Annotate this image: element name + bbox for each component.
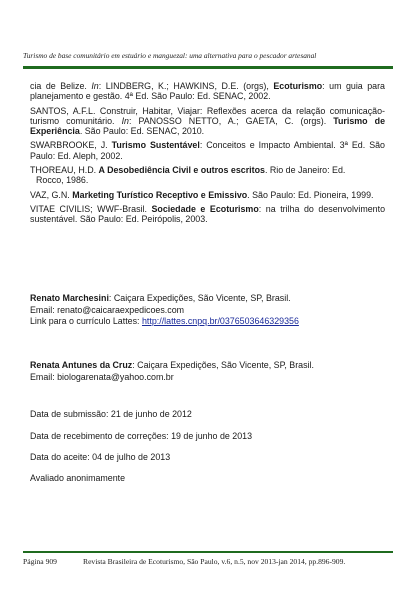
submission-date: Data de submissão: 21 de junho de 2012 [30, 409, 192, 419]
ref-title: Sociedade e Ecoturismo [151, 203, 259, 214]
reference-item [30, 140, 385, 161]
lattes-label: Link para o currículo Lattes: [30, 316, 142, 327]
ref-text: . São Paulo: Ed. Pioneira, 1999. [247, 189, 374, 200]
ref-text: . São Paulo: Ed. SENAC, 2010. [79, 126, 205, 137]
ref-in: In [91, 81, 99, 91]
author-line [30, 360, 390, 372]
reference-item [30, 190, 385, 200]
email-label: Email: [30, 304, 58, 315]
ref-text: : LINDBERG, K.; HAWKINS, D.E. (orgs), [98, 81, 274, 91]
author-block [30, 293, 390, 328]
ref-title: Turismo de Experiência [30, 115, 385, 137]
journal-citation: Revista Brasileira de Ecoturismo, São Paulo, v.6, n.5, nov 2013-jan 2014, pp.896-909. [83, 557, 346, 566]
author-affiliation: : Caiçara Expedições, São Vicente, SP, Brasil. [132, 360, 314, 370]
acceptance-date: Data do aceite: 04 de julho de 2013 [30, 452, 171, 462]
ref-title: A Desobediência Civil e outros escritos [98, 165, 265, 176]
corrections-date: Data de recebimento de correções: 19 de junho de 2013 [30, 431, 253, 441]
ref-title: Marketing Turístico Receptivo e Emissivo [72, 189, 248, 200]
author-affiliation: : Caiçara Expedições, São Vicente, SP, Brasil. [108, 293, 291, 303]
reference-item [30, 81, 385, 102]
ref-text: cia de Belize. [30, 81, 92, 91]
ref-text: : um guia para planejamento e gestão. 4ª Ed. São Paulo: Ed. SENAC, 2002. [30, 81, 385, 102]
lattes-link[interactable]: http://lattes.cnpq.br/0376503646329356 [141, 316, 299, 327]
author-email[interactable]: renato@caicaraexpedicoes.com [57, 304, 185, 315]
running-header: Turismo de base comunitário em estuário e manguezal: uma alternativa para o pescador artesanal [23, 51, 317, 60]
ref-text: : PANOSSO NETTO, A.; GAETA, C. (orgs). [128, 115, 334, 126]
author-name: Renata Antunes da Cruz [30, 360, 133, 370]
ref-text: : na trilha do desenvolvimento sustentável. São Paulo: Ed. Peirópolis, 2003. [30, 203, 386, 225]
header-divider [23, 66, 393, 69]
ref-text: SWARBROOKE, J. [30, 140, 112, 151]
ref-title: Ecoturismo [273, 81, 323, 91]
ref-title: Turismo Sustentável [111, 140, 200, 151]
ref-text: THOREAU, H.D. [30, 165, 99, 176]
ref-text: VITAE CIVILIS; WWF-Brasil. [30, 203, 152, 214]
author-block [30, 360, 390, 383]
ref-text: . Rio de Janeiro: Ed. [264, 165, 346, 176]
email-label: Email: [30, 371, 58, 382]
reference-item [30, 106, 385, 137]
reference-list [30, 81, 385, 229]
author-lattes-line [30, 316, 390, 328]
ref-text: Rocco, 1986. [36, 175, 89, 186]
author-email-line [30, 372, 390, 384]
page-footer [23, 557, 393, 566]
reference-item [30, 204, 385, 225]
reference-item [30, 165, 385, 186]
author-email-line [30, 305, 390, 317]
ref-in: In [121, 115, 129, 126]
ref-text: : Conceitos e Impacto Ambiental. 3ª Ed. São Paulo: Ed. Aleph, 2002. [30, 140, 385, 161]
author-line [30, 293, 390, 305]
footer-divider [23, 551, 393, 553]
author-email[interactable]: biologarenata@yahoo.com.br [57, 371, 174, 382]
author-name: Renato Marchesini [30, 293, 109, 303]
review-note: Avaliado anonimamente [30, 473, 126, 483]
page-number: Página 909 [23, 557, 57, 566]
ref-text: VAZ, G.N. [30, 189, 73, 200]
ref-text: SANTOS, A.F.L. Construir, Habitar, Viajar: Reflexões acerca da relação comunicação-turismo comunitário. [30, 105, 385, 126]
